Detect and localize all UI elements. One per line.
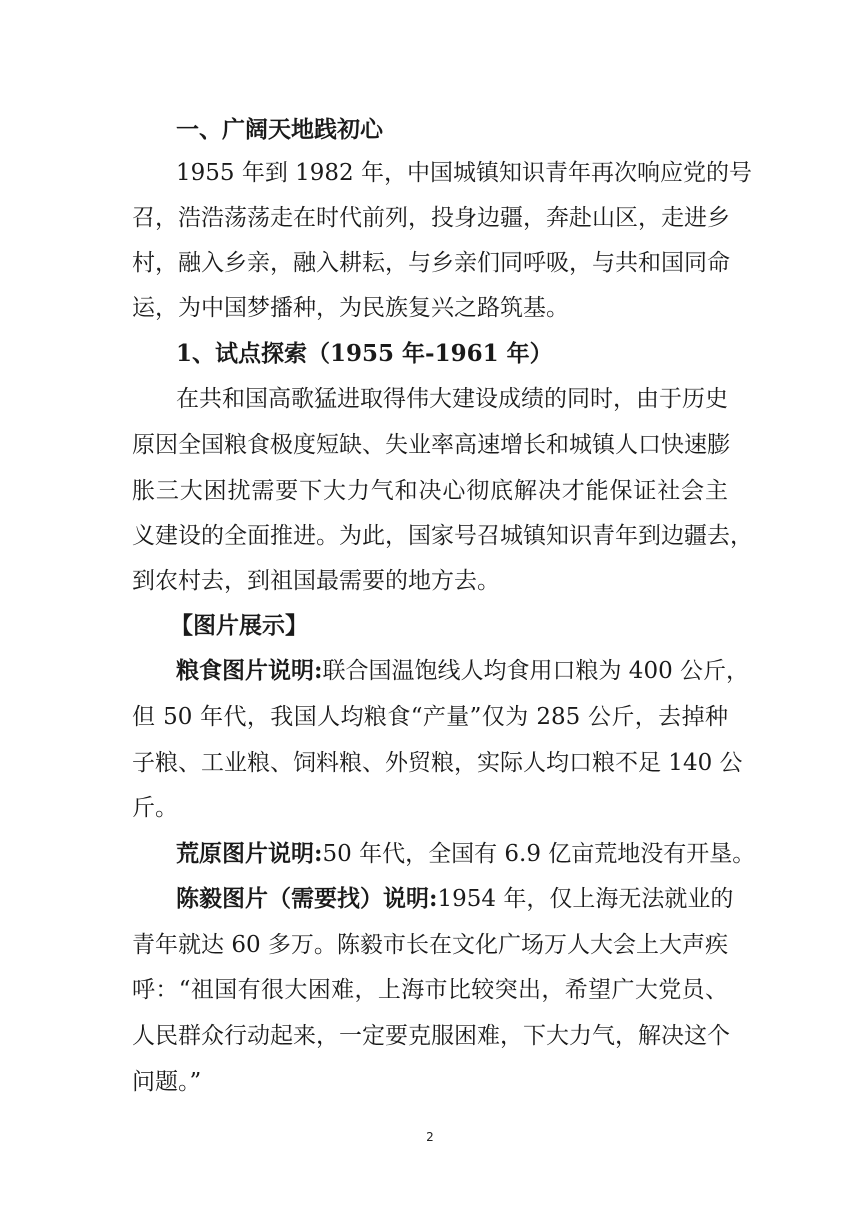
grain-caption-label: 粮食图片说明: xyxy=(176,657,323,684)
chenyi-caption-line-5: 问题。” xyxy=(132,1069,202,1095)
wasteland-caption-text: 50 年代，全国有 6.9 亿亩荒地没有开垦。 xyxy=(322,841,756,867)
chenyi-caption-line-3: 呼：“祖国有很大困难，上海市比较突出，希望广大党员、 xyxy=(132,977,728,1003)
para2-line-3: 胀三大困扰需要下大力气和决心彻底解决才能保证社会主 xyxy=(132,478,728,504)
grain-caption-text: 联合国温饱线人均食用口粮为 400 公斤， xyxy=(322,658,750,684)
section-heading: 一、广阔天地践初心 xyxy=(176,116,383,143)
para1-line-4: 运，为中国梦播种，为民族复兴之路筑基。 xyxy=(132,295,569,321)
wasteland-caption xyxy=(176,840,756,868)
page-number: 2 xyxy=(426,1130,434,1144)
picture-heading: 【图片展示】 xyxy=(170,612,308,639)
para1-line-3: 村，融入乡亲，融入耕耘，与乡亲们同呼吸，与共和国同命 xyxy=(132,250,730,276)
wasteland-caption-label: 荒原图片说明: xyxy=(176,840,323,867)
chenyi-caption-text: 1954 年，仅上海无法就业的 xyxy=(437,886,734,912)
subheading: 1、试点探索（1955 年-1961 年） xyxy=(176,340,553,367)
chenyi-caption-line-1 xyxy=(176,885,734,913)
grain-caption-line-2: 但 50 年代，我国人均粮食“产量”仅为 285 公斤，去掉种 xyxy=(132,704,728,730)
grain-caption-line-4: 斤。 xyxy=(132,795,178,821)
grain-caption-line-1 xyxy=(176,657,750,685)
chenyi-caption-label: 陈毅图片（需要找）说明: xyxy=(176,885,438,912)
para1-line-1: 1955 年到 1982 年，中国城镇知识青年再次响应党的号 xyxy=(176,160,752,186)
para1-line-2: 召，浩浩荡荡走在时代前列，投身边疆，奔赴山区，走进乡 xyxy=(132,205,730,231)
chenyi-caption-line-4: 人民群众行动起来，一定要克服困难，下大力气，解决这个 xyxy=(132,1023,730,1049)
grain-caption-line-3: 子粮、工业粮、饲料粮、外贸粮，实际人均口粮不足 140 公 xyxy=(132,750,743,776)
chenyi-caption-line-2: 青年就达 60 多万。陈毅市长在文化广场万人大会上大声疾 xyxy=(132,932,728,958)
para2-line-1: 在共和国高歌猛进取得伟大建设成绩的同时，由于历史 xyxy=(176,386,728,412)
para2-line-5: 到农村去，到祖国最需要的地方去。 xyxy=(132,568,500,594)
para2-line-4: 义建设的全面推进。为此，国家号召城镇知识青年到边疆去， xyxy=(132,523,753,549)
para2-line-2: 原因全国粮食极度短缺、失业率高速增长和城镇人口快速膨 xyxy=(132,432,730,458)
